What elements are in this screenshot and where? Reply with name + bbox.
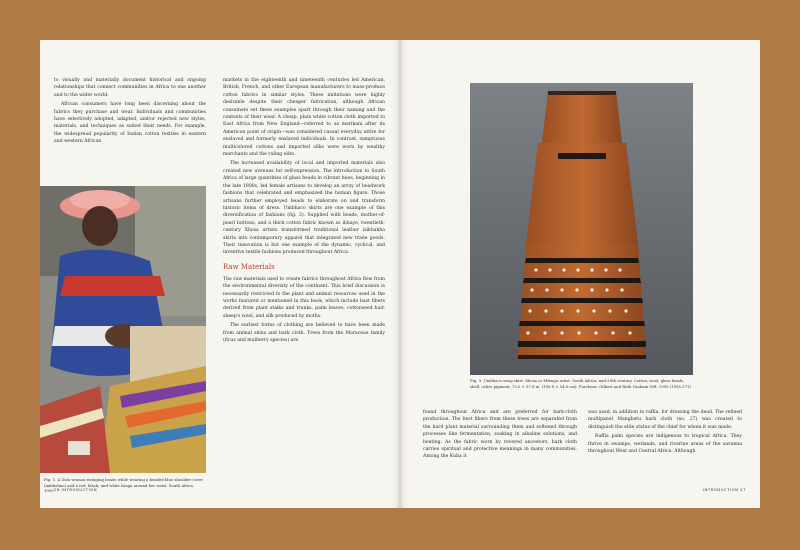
paragraph: Raffia palm species are indigenous to tropical Africa. They thrive in swamps, wetlands, and riverine areas of the savanna throughout West and Central Africa. Although xyxy=(588,434,742,455)
paragraph: The earliest forms of clothing are believed to have been made from animal skins and bark cloth. Trees from the Moraceae family (ficus and mulberry species) are xyxy=(223,323,385,343)
photo-caption: Fig. 3. Umbhaco wrap skirt. Xhosa or Mfengu artist. South Africa, mid-20th century. Cotton, wool, glass beads, shell, ochre pigment, 75.0 × 57.8 in. (190.8 × 54.6 cm). Purchase, Gilbert and Ruth Graham Gift, 1995 (1995.371) xyxy=(470,378,691,389)
beadwork-photo xyxy=(40,186,206,473)
right-column-left xyxy=(423,409,577,463)
paragraph: The increased availability of local and imported materials also created new avenues for self-expression. The introduction to South Africa of large quantities of glass beads in vibrant hues, beginning in the late 1800s, led female artisans to develop an array of beadwork fashions that celebrated and emphasized the human figure. Those artisans further employed beads to elaborate on and transform historic items of dress. Umbhaco skirts are one example of this diversification of fashions (fig. 3). Supplied with beads, mother-of-pearl buttons, and a thick cotton fabric known as ibhaye, twentieth-century Xhosa artists transformed traditional leather isikhakha skirts into contemporary apparel that integrated new trade goods. Their innovation is but one example of the dynamic, cyclical, and inventive textile fashions produced throughout Africa. xyxy=(223,161,385,256)
paragraph: to visually and materially document historical and ongoing relationships that connect communities in Africa to one another and to the wider world. xyxy=(54,78,206,98)
beadwork-photo-image xyxy=(40,186,206,473)
left-page xyxy=(40,40,399,508)
page-folio: 26 INTRODUCTION xyxy=(54,487,98,492)
right-column-right xyxy=(588,409,742,457)
skirt-photo xyxy=(470,83,693,375)
left-column-right xyxy=(223,77,385,346)
paragraph: The raw materials used to create fabrics throughout Africa flow from the environmental diversity of the continent. This brief discussion is necessarily restricted to the plant and animal resources used in the works featured or mentioned in this book, which include bast fibers derived from plant stalks and trunks, palm leaves, cottonseed hair, sheep's wool, and silk produced by moths. xyxy=(223,276,385,319)
photo-caption: Fig. 1. A Zulu woman stringing beads while wearing a beaded blue shoulder cover (imbhelino) and a red, black, and white isinga around her waist. South Africa, 1995 xyxy=(44,477,204,494)
left-column-top xyxy=(54,77,206,148)
paragraph: found throughout Africa and are preferred for bark-cloth production. The best fibers from these trees are separated from the hard plant material surrounding them and softened through processes like fermentation, soaking in alkaline solutions, and beating. As the fabric worn by revered ancestors, bark cloth carries spiritual and protective meanings in many communities. Among the Kuba it xyxy=(423,410,577,460)
right-page xyxy=(401,40,760,508)
page-folio: INTRODUCTION 27 xyxy=(702,487,746,492)
section-heading: Raw Materials xyxy=(223,262,275,271)
paragraph: markets in the eighteenth and nineteenth centuries led American, British, French, and other European manufacturers to mass-produce cotton fabrics in similar styles. These imitations were highly desirable despite their cheaper fabrication, although African consumers set these examples apart through their naming and the contexts of their wear. A cheap, plain white cotton cloth imported to East Africa from New England—referred to as merikani after its American point of origin—was considered casual everyday attire for enslaved and formerly enslaved individuals. In contrast, sumptuous multicolored cottons and imported silks were worn by wealthy merchants and the ruling elite. xyxy=(223,78,385,158)
paragraph: African consumers have long been discerning about the fabrics they purchase and wear. Individuals and communities have selectively adopted, adapted, and/or rejected new styles, materials, and techniques as suited their needs. For example, the widespread popularity of Indian cotton textiles in eastern and western African xyxy=(54,102,206,145)
paragraph: was used, in addition to raffia, for dressing the dead. The refined multipanel Mangbetu bark cloth (no. 27) was created to distinguish the elite status of the chief for whom it was made. xyxy=(588,410,742,430)
skirt-photo-image xyxy=(470,83,693,375)
